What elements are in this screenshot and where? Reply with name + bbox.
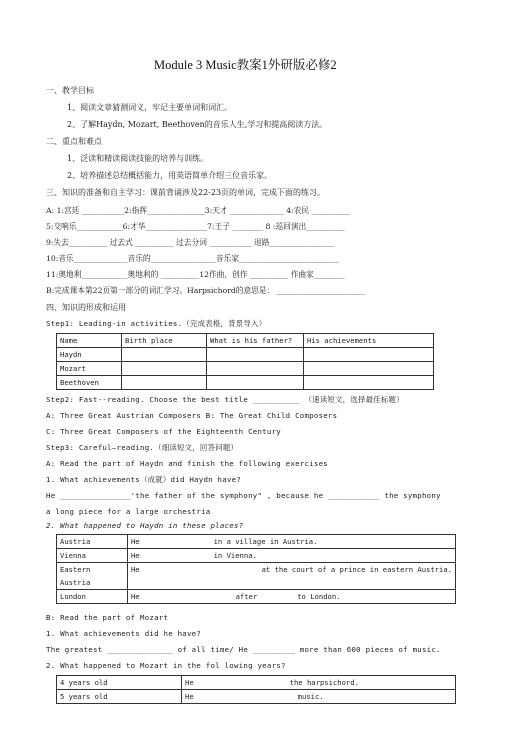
section-heading: 四、知识的形成和运用 [46,303,126,312]
table-row [57,590,456,604]
question: 2. What happened to Haydn in these places? [46,521,244,530]
table-cell: Eastern [57,563,128,577]
exercise-heading: A: Read the part of Haydn and finish the following exercises [46,459,328,468]
paragraph: 2、培养描述总结概括能力，用英语简单介绍三位音乐家。 [67,171,273,180]
section-heading: 一、教学目标 [46,86,94,95]
question: 2. What happened to Mozart in the fol lowing years? [46,661,286,670]
question-line: He _______________'the father of the symphony" , because he ___________ the symphony [46,491,441,500]
table-cell: London [57,590,128,604]
composer-table [56,333,434,390]
table-row [57,676,456,690]
cell-text: He [185,692,194,701]
step-heading: Step3: Careful—reading.（细读短文，回答问题） [46,443,239,452]
table-cell [207,348,304,362]
mozart-years-table [56,675,456,704]
cell-text: to London. [297,592,341,601]
question: 1. What achievements（成就）did Haydn have? [46,475,242,484]
section-heading: 二、重点和难点 [46,137,102,146]
table-cell [122,362,207,376]
step-heading: Step2: Fast--reading. Choose the best title __________ （速读短文，选择最佳标题） [46,395,404,404]
cell-text: He [130,592,140,601]
option-line: A: Three Great Austrian Composers B: The Great Child Composers [46,411,338,420]
table-row [57,376,434,390]
option-line: C: Three Great Composers of the Eighteenth Century [46,427,281,436]
table-cell [122,348,207,362]
table-cell: Beethoven [57,376,122,390]
vocab-line: 11:奥地利____________奥地利的 __________12作曲，创作 __________ 作曲家________ [46,270,345,279]
vocab-line: 5:交响乐____________6:才华________________7:王子 ________ 8 :巡回演出__________ [46,222,345,231]
question-line: The greatest ______________ of all time/ He _________ more than 600 pieces of music. [46,645,441,654]
cell-text: He [130,565,140,574]
cell-text: He [130,537,140,546]
table-cell: Austria [57,535,128,549]
step-heading: Step1: Leading-in activities.（完成表格，背景导入） [46,319,267,328]
table-row [57,348,434,362]
table-cell: Mozart [57,362,122,376]
vocab-line: A: 1:宫廷 ___________2:指挥_______________3:天才 ______________ 4:农民 __________ [46,206,350,215]
cell-text: He [185,678,194,687]
table-row [57,576,456,590]
cell-text: the harpsichord. [289,678,359,687]
vocab-line: B:完成课本第22页第一部分的词汇学习。Harpsichord的意思是： _______________________ [46,286,366,295]
table-row [57,535,456,549]
table-row [57,362,434,376]
table-cell [304,362,434,376]
table-cell [127,590,455,604]
paragraph: 1、泛读和精读阅读技能的培养与训练。 [67,154,209,163]
cell-text: after [235,592,258,601]
table-cell [122,376,207,390]
table-cell [182,690,456,704]
table-header: Name [57,334,122,348]
table-header: What is his father? [207,334,304,348]
cell-text: music. [297,692,324,701]
question: 1. What achievements did he have? [46,629,202,638]
table-cell: Austria [57,576,128,590]
cell-text: in Vienna. [213,551,257,560]
table-row [57,563,456,577]
exercise-heading: B: Read the part of Mozart [46,613,169,622]
table-header: Birth place [122,334,207,348]
cell-text: at the court of a prince in eastern Austria. [261,565,452,574]
page-title: Module 3 Music教案1外研版必修2 [154,58,337,72]
table-cell [127,535,455,549]
paragraph: 2、了解Haydn, Mozart, Beethoven的音乐人生,学习和提高阅读方法。 [67,120,328,129]
cell-text: He [130,551,140,560]
table-cell [304,348,434,362]
vocab-line: 9:失去__________ 过去式 __________ 过去分词 ___________ 退路_________________ [46,238,335,247]
table-cell: 4 years old [57,676,182,690]
table-cell [182,676,456,690]
table-cell [127,549,455,563]
paragraph: 1、阅读文章猜测词义，牢记主要单词和词汇。 [67,103,233,112]
table-row [57,549,456,563]
table-cell: 5 years old [57,690,182,704]
table-cell: Vienna [57,549,128,563]
table-cell [207,376,304,390]
table-cell [127,563,455,577]
table-cell [304,376,434,390]
table-cell [127,576,455,590]
table-cell [207,362,304,376]
table-row [57,690,456,704]
vocab-line: 10:音乐______________音乐的_________________音乐家__________________________ [46,254,339,263]
table-cell: Haydn [57,348,122,362]
table-header-row [57,334,434,348]
section-heading: 三、知识的准备和自主学习：课前背诵涉及22-23页的单词，完成下面的练习。 [46,188,326,197]
cell-text: in a village in Austria. [213,537,318,546]
question-line: a long piece for a large orchestria [46,507,211,516]
table-header: His achievements [304,334,434,348]
haydn-places-table [56,534,456,604]
